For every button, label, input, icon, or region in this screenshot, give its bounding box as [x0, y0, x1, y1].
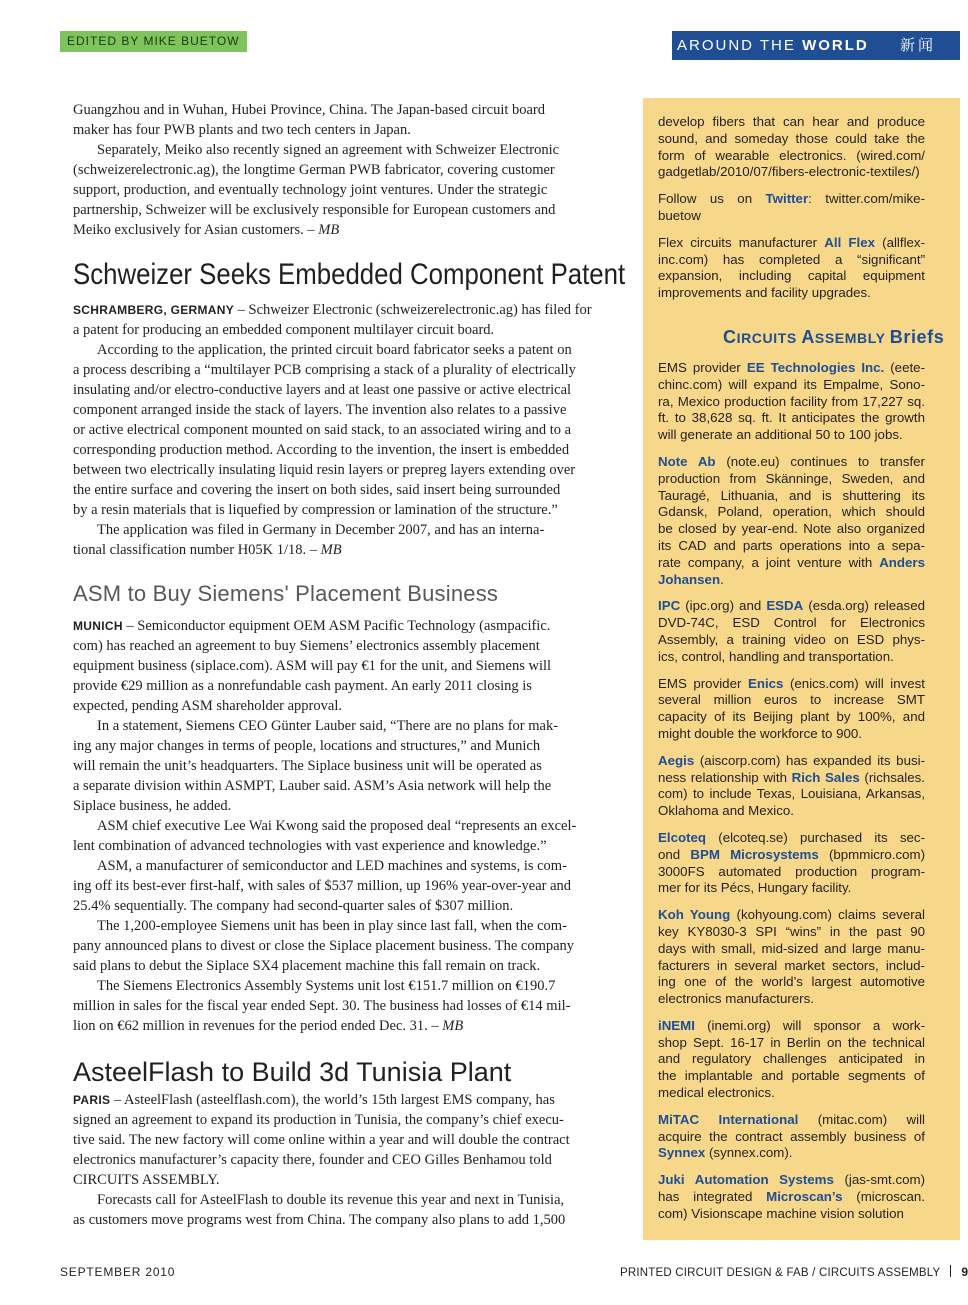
sidebar-line	[658, 1085, 925, 1102]
sidebar-line	[658, 726, 925, 743]
sidebar-text: Oklahoma and Mexico.	[658, 803, 794, 819]
sidebar-line	[658, 1129, 925, 1146]
sidebar-text: (eete-	[884, 360, 925, 375]
company-link[interactable]: Johansen	[658, 571, 721, 587]
text-line: According to the application, the printed circuit board fabricator seeks a patent on	[97, 342, 572, 358]
sidebar-line	[658, 148, 925, 165]
sidebar-line	[658, 131, 925, 148]
text-line: Forecasts call for AsteelFlash to double its revenue this year and next in Tunisia,	[97, 1192, 565, 1208]
text-line	[73, 616, 610, 636]
text-line: ing off its best-ever first-half, with sales of $537 million, up 196% year-over-year and	[73, 878, 572, 894]
sidebar-line	[658, 830, 925, 847]
page-number: 9	[961, 1265, 968, 1279]
sidebar-text: has integrated	[658, 1189, 767, 1205]
sidebar-text: several million euros to increase SMT	[658, 692, 925, 708]
sidebar-line	[658, 252, 925, 269]
sidebar-line	[658, 709, 925, 726]
company-link[interactable]: Enics	[747, 675, 784, 691]
sidebar-line	[658, 555, 925, 572]
sidebar-line	[658, 410, 925, 427]
sidebar-text: (allflex-	[875, 234, 926, 250]
sidebar-text: (enics.com) will invest	[783, 675, 925, 691]
text-line: In a statement, Siemens CEO Günter Lauber said, “There are no plans for mak-	[97, 718, 559, 734]
sidebar-text: develop fibers that can hear and produce	[658, 114, 925, 129]
company-link[interactable]: BPM Microsystems	[690, 846, 819, 862]
briefs-title-part: Briefs	[889, 327, 945, 347]
sidebar-line	[658, 1189, 925, 1206]
company-link[interactable]: Microscan’s	[766, 1189, 843, 1205]
sidebar-text: shop Sept. 16-17 in Berlin on the technical	[658, 1034, 925, 1050]
company-link[interactable]: ESDA	[766, 598, 804, 614]
text-line: tive said. The new factory will come online within a year and will double the contract	[73, 1132, 570, 1148]
text-line: said plans to debut the Siplace SX4 placement machine this fall remain on track.	[73, 958, 541, 974]
text-line: corresponding production method. According to the invention, the insert is embedded	[73, 442, 570, 458]
sidebar-text: electronics manufacturers.	[658, 991, 814, 1007]
sidebar-line	[658, 632, 925, 649]
sidebar-text: Assembly, a training video on ESD phys-	[658, 631, 925, 647]
briefs-title-part: IRCUITS	[736, 330, 802, 346]
sidebar-text: and regulatory challenges anticipated in	[658, 1051, 925, 1067]
text-line	[73, 540, 610, 560]
headline: Schweizer Seeks Embedded Component Patent	[73, 258, 626, 291]
sidebar-text: EMS provider	[658, 360, 747, 375]
text-line	[73, 220, 610, 240]
sidebar-line	[658, 692, 925, 709]
running-footer	[620, 1265, 968, 1279]
article-schweizer	[73, 258, 626, 560]
text-line: the entire surface and covering the insert on both sides, said insert being surrounded	[73, 482, 561, 498]
sidebar-line	[658, 208, 925, 225]
sidebar-line	[658, 394, 925, 411]
sidebar-text: chinc.com) will expand its Empalme, Sono-	[658, 376, 925, 392]
paragraph-gap	[658, 225, 925, 235]
article-asm	[73, 580, 610, 1036]
text-line: CIRCUITS ASSEMBLY.	[73, 1172, 220, 1188]
text-line: by a resin materials that is liquefied by compression or lamination of the structure.”	[73, 502, 558, 518]
sidebar-line	[658, 268, 925, 285]
author-signature: MB	[318, 222, 340, 238]
sidebar-text: (bpmmicro.com)	[818, 846, 925, 862]
sidebar-text: com) Visionscape machine vision solution	[658, 1205, 904, 1221]
briefs-title	[723, 327, 944, 348]
text-line: support, production, and eventually technology joint ventures. Under the strategic	[73, 182, 548, 198]
sidebar-text: (note.eu) continues to transfer	[715, 453, 925, 469]
section-banner	[672, 31, 960, 60]
sidebar-text: might double the workforce to 900.	[658, 725, 863, 741]
sidebar-line	[658, 924, 925, 941]
text-run: Meiko exclusively for Asian customers. –	[73, 222, 319, 238]
sidebar-text: ics, control, handling and transportation.	[658, 648, 894, 664]
news-sidebar	[643, 98, 960, 1240]
paragraph-gap	[658, 666, 925, 676]
company-link[interactable]: Elcoteq	[658, 829, 707, 845]
sidebar-line	[658, 958, 925, 975]
sidebar-text: Tauragé, Lithuania, and is shuttering its	[658, 487, 925, 503]
article-intro	[73, 100, 610, 240]
text-line: a patent for producing an embedded component multilayer circuit board.	[73, 322, 495, 338]
sidebar-text: days with small, mid-sized and large manu-	[658, 940, 925, 956]
briefs-title-part: C	[723, 327, 737, 347]
text-line: component arranged inside the stack of layers. The invention also relates to a passive	[73, 402, 567, 418]
dateline: PARIS	[73, 1093, 111, 1107]
text-line: a process describing a “multilayer PCB comprising a stack of a plurality of electrically	[73, 362, 576, 378]
sidebar-text: production from Skänninge, Sweden, and	[658, 470, 925, 486]
text-line: between two electrically insulating liquid resin layers or prepreg layers extending over	[73, 462, 576, 478]
sidebar-line	[658, 1206, 925, 1223]
sidebar-text: Gdansk, Poland, operation, which should	[658, 504, 925, 520]
sidebar-text: rate company, a joint venture with	[658, 554, 880, 570]
text-line: million in sales for the fiscal year ended Sept. 30. The business had losses of €14 mil-	[73, 998, 571, 1014]
sidebar-line	[658, 941, 925, 958]
text-line: insulating and/or electro-conductive layers and at least one passive or active electrical	[73, 382, 572, 398]
sidebar-text: ond	[658, 846, 691, 862]
sidebar-line	[658, 1172, 925, 1189]
text-line: electronics manufacturer’s capacity there, founder and CEO Gilles Benhamou told	[73, 1152, 552, 1168]
company-link[interactable]: Anders	[879, 554, 925, 570]
sidebar-text: improvements and facility upgrades.	[658, 285, 871, 301]
company-link[interactable]: Aegis	[658, 752, 695, 768]
text-line: Guangzhou and in Wuhan, Hubei Province, China. The Japan-based circuit board	[73, 102, 546, 118]
text-line: (schweizerelectronic.ag), the longtime German PWB fabricator, covering customer	[73, 162, 555, 178]
sidebar-text: (esda.org) released	[803, 598, 925, 614]
paragraph-gap	[658, 1102, 925, 1112]
sidebar-line	[658, 676, 925, 693]
sidebar-text: ness relationship with	[658, 769, 792, 785]
sidebar-line	[658, 114, 925, 131]
company-link[interactable]: EE Technologies Inc.	[746, 360, 885, 375]
text-run: lion on €62 million in revenues for the period ended Dec. 31. –	[73, 1018, 443, 1034]
author-signature: MB	[442, 1018, 464, 1034]
sidebar-text: form of wearable electronics. (wired.com/	[658, 147, 925, 163]
section-title-bold: WORLD	[802, 37, 869, 54]
text-line: will remain the unit’s headquarters. The Siplace business unit will be operated as	[73, 758, 542, 774]
text-line: 25.4% sequentially. The company had second-quarter sales of $307 million.	[73, 898, 514, 914]
sidebar-line	[658, 572, 925, 589]
text-line: as customers move programs west from China. The company also plans to add 1,500	[73, 1212, 566, 1228]
sidebar-line	[658, 285, 925, 302]
text-run: – AsteelFlash (asteelflash.com), the world’s 15th largest EMS company, has	[110, 1092, 555, 1108]
sidebar-text: buetow	[658, 207, 701, 223]
sidebar-line	[658, 1018, 925, 1035]
publication-name: PRINTED CIRCUIT DESIGN & FAB / CIRCUITS ASSEMBLY	[620, 1267, 941, 1279]
paragraph-gap	[658, 444, 925, 454]
text-run: – Schweizer Electronic (schweizerelectronic.ag) has filed for	[234, 302, 592, 318]
sidebar-line	[658, 649, 925, 666]
text-line: partnership, Schweizer will be exclusively responsible for European customers and	[73, 202, 556, 218]
sidebar-text: the implantable and portable segments of	[658, 1068, 925, 1084]
sidebar-text: will generate an additional 50 to 100 jobs.	[658, 427, 903, 443]
briefs-list	[658, 360, 925, 1223]
sidebar-text: DVD-74C, ESD Control for Electronics	[658, 615, 925, 631]
headline: AsteelFlash to Build 3d Tunisia Plant	[73, 1057, 512, 1087]
section-title-prefix: AROUND THE	[677, 37, 803, 54]
sidebar-text: expansion, including capital equipment	[658, 268, 925, 284]
sidebar-text: facturers in several market sectors, includ-	[658, 957, 925, 973]
sidebar-text: (aiscorp.com) has expanded its busi-	[694, 752, 925, 768]
company-link[interactable]: iNEMI	[658, 1017, 695, 1033]
sidebar-line	[658, 786, 925, 803]
sidebar-text: (inemi.org) will sponsor a work-	[694, 1017, 925, 1033]
sidebar-text: mer for its Pécs, Hungary facility.	[658, 880, 852, 896]
company-link[interactable]: Twitter	[765, 191, 809, 207]
text-line: The 1,200-employee Siemens unit has been in play since last fall, when the com-	[97, 918, 567, 934]
dateline: SCHRAMBERG, GERMANY	[73, 303, 235, 317]
company-link[interactable]: Koh Young	[658, 907, 731, 923]
sidebar-text: acquire the contract assembly business of	[658, 1128, 925, 1144]
sidebar-line	[658, 504, 925, 521]
text-line: equipment business (siplace.com). ASM will pay €1 for the unit, and Siemens will	[73, 658, 552, 674]
text-line: ing any major changes in terms of people, locations and structures,” and Munich	[73, 738, 541, 754]
sidebar-text: be closed by year-end. Note also organized	[658, 521, 925, 537]
text-line	[73, 300, 610, 320]
company-link[interactable]: Rich Sales	[791, 769, 860, 785]
sidebar-line	[658, 907, 925, 924]
paragraph-gap	[658, 588, 925, 598]
footer-divider	[950, 1265, 951, 1277]
sidebar-line	[658, 191, 925, 208]
sidebar-text: (mitac.com) will	[798, 1111, 925, 1127]
company-link[interactable]: All Flex	[824, 234, 876, 250]
sidebar-line	[658, 488, 925, 505]
company-link[interactable]: MiTAC International	[658, 1111, 799, 1127]
sidebar-line	[658, 235, 925, 252]
text-line: ASM chief executive Lee Wai Kwong said the proposed deal “represents an excel-	[97, 818, 577, 834]
sidebar-text: (microscan.	[842, 1189, 926, 1205]
text-line: The application was filed in Germany in December 2007, and has an interna-	[97, 522, 545, 538]
sidebar-text: capacity of its Beijing plant by 100%, and	[658, 709, 925, 725]
text-line: signed an agreement to expand its production in Tunisia, the company’s chief execu-	[73, 1112, 564, 1128]
paragraph-gap	[658, 743, 925, 753]
sidebar-text: (kohyoung.com) claims several	[730, 907, 925, 923]
author-signature: MB	[320, 542, 342, 558]
dateline: MUNICH	[73, 619, 123, 633]
text-line: a separate division within ASMPT, Lauber said. ASM’s Asia network will help the	[73, 778, 552, 794]
company-link[interactable]: IPC	[658, 598, 681, 614]
sidebar-line	[658, 974, 925, 991]
sidebar-line	[658, 753, 925, 770]
text-line: maker has four PWB plants and two tech centers in Japan.	[73, 122, 411, 138]
sidebar-text: : twitter.com/mike-	[808, 191, 925, 207]
sidebar-line	[658, 1035, 925, 1052]
sidebar-text: Flex circuits manufacturer	[658, 234, 825, 250]
sidebar-line	[658, 1145, 925, 1162]
sidebar-text: key KY8030-3 SPI “wins” in the past 90	[658, 923, 925, 939]
sidebar-text: (jas-smt.com)	[833, 1172, 925, 1188]
main-column	[73, 100, 626, 1230]
sidebar-line	[658, 538, 925, 555]
sidebar-line	[658, 991, 925, 1008]
company-link[interactable]: Note Ab	[658, 453, 716, 469]
sidebar-line	[658, 360, 925, 377]
sidebar-top-items	[658, 114, 925, 302]
sidebar-text: inc.com) has completed a “significant”	[658, 251, 925, 267]
sidebar-line	[658, 770, 925, 787]
briefs-title-part: A	[801, 327, 815, 347]
sidebar-line	[658, 847, 925, 864]
sidebar-text: (elcoteq.se) purchased its sec-	[706, 829, 925, 845]
sidebar-text: (ipc.org) and	[680, 598, 767, 614]
sidebar-line	[658, 598, 925, 615]
sidebar-text: medical electronics.	[658, 1085, 775, 1101]
text-line: ASM, a manufacturer of semiconductor and LED machines and systems, is com-	[97, 858, 567, 874]
paragraph-gap	[658, 1008, 925, 1018]
text-line: The Siemens Electronics Assembly Systems unit lost €151.7 million on €190.7	[97, 978, 556, 994]
sidebar-text: ft. to 38,628 sq. ft. It anticipates the growth	[658, 410, 925, 426]
text-run: – Semiconductor equipment OEM ASM Pacific Technology (asmpacific.	[122, 618, 551, 634]
issue-date: SEPTEMBER 2010	[60, 1265, 176, 1279]
sidebar-text: ing one of the world’s largest automotive	[658, 974, 925, 990]
text-line: Separately, Meiko also recently signed an agreement with Schweizer Electronic	[97, 142, 560, 158]
sidebar-text: gadgetlab/2010/07/fibers-electronic-textiles/)	[658, 164, 920, 180]
text-line: com) has reached an agreement to buy Siemens’ electronics assembly placement	[73, 638, 540, 654]
editor-label: EDITED BY MIKE BUETOW	[60, 31, 247, 52]
sidebar-line	[658, 471, 925, 488]
sidebar-line	[658, 377, 925, 394]
article-asteelflash	[73, 1056, 610, 1230]
text-line: or active electrical component mounted on said stack, to an associated wiring and to a	[73, 422, 572, 438]
paragraph-gap	[658, 181, 925, 191]
sidebar-line	[658, 454, 925, 471]
company-link[interactable]: Juki Automation Systems	[658, 1172, 834, 1188]
text-line	[73, 1016, 610, 1036]
sidebar-line	[658, 803, 925, 820]
sidebar-line	[658, 521, 925, 538]
sidebar-text: EMS provider	[658, 675, 748, 691]
briefs-title-part: SSEMBLY	[814, 330, 890, 346]
sidebar-line	[658, 1068, 925, 1085]
sidebar-text: (richsales.	[859, 769, 925, 785]
text-line: expected, pending ASM shareholder approval.	[73, 698, 342, 714]
text-line: pany announced plans to divest or close the Siplace placement business. The company	[73, 938, 575, 954]
text-line: lent combination of advanced technologies with vast experience and knowledge.”	[73, 838, 547, 854]
paragraph-gap	[658, 820, 925, 830]
sidebar-text: ra, Mexico production facility from 17,227 sq.	[658, 393, 925, 409]
sidebar-line	[658, 427, 925, 444]
text-line	[73, 1090, 610, 1110]
sidebar-text: 3000FS automated production program-	[658, 863, 925, 879]
sidebar-line	[658, 164, 925, 181]
sidebar-line	[658, 615, 925, 632]
text-run: tional classification number H05K 1/18. –	[73, 542, 321, 558]
paragraph-gap	[658, 1162, 925, 1172]
sidebar-text: its CAD and parts operations into a sepa-	[658, 537, 925, 553]
section-title-chinese: 新闻	[900, 36, 937, 54]
sidebar-text: (synnex.com).	[705, 1145, 793, 1161]
headline: ASM to Buy Siemens' Placement Business	[73, 581, 499, 606]
sidebar-line	[658, 864, 925, 881]
text-line: Siplace business, he added.	[73, 798, 232, 814]
sidebar-text: com) to include Texas, Louisiana, Arkansas,	[658, 786, 925, 802]
sidebar-line	[658, 1051, 925, 1068]
text-line: provide €29 million as a nonrefundable cash payment. An early 2011 closing is	[73, 678, 532, 694]
sidebar-text: sound, and someday those could take the	[658, 130, 925, 146]
sidebar-text: .	[720, 571, 724, 587]
sidebar-line	[658, 1112, 925, 1129]
sidebar-text: Follow us on	[658, 191, 766, 207]
paragraph-gap	[658, 897, 925, 907]
company-link[interactable]: Synnex	[658, 1145, 706, 1161]
sidebar-line	[658, 880, 925, 897]
